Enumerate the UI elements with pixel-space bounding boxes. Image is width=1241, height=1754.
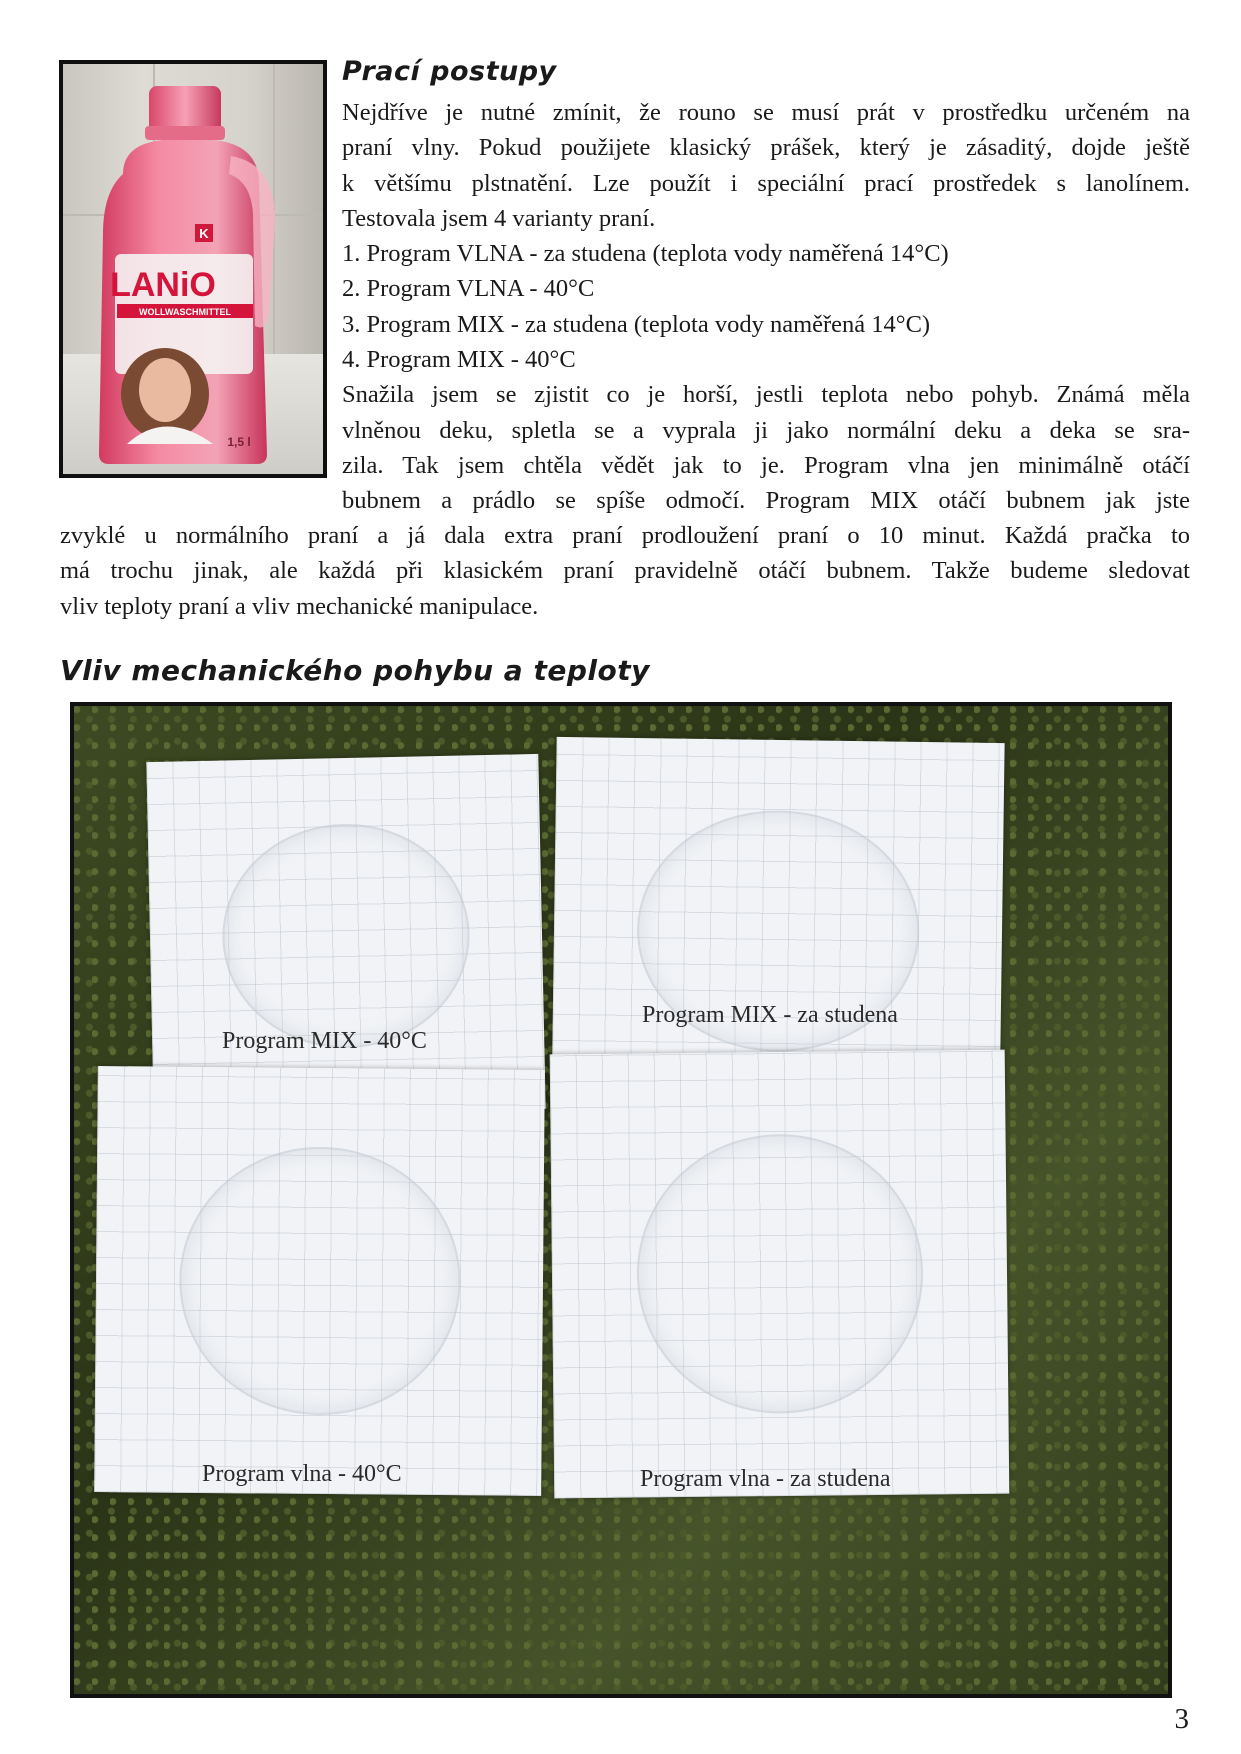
list-item: 3. Program MIX - za studena (teplota vody naměřená 14°C)	[342, 310, 931, 338]
quilt-sample-wool-40	[94, 1066, 545, 1496]
bottle-subtitle-text: WOLLWASCHMITTEL	[139, 307, 231, 317]
detergent-bottle-photo	[59, 60, 327, 478]
list-item: 4. Program MIX - 40°C	[342, 346, 576, 374]
text-line: k většímu plstnatění. Lze použít i speciální prací prostředek s lanolínem.	[342, 169, 1190, 197]
text-line: má trochu jinak, ale každá při klasickém praní pravidelně otáčí bubnem. Takže budeme sledovat	[60, 557, 1190, 585]
text-line: zvyklé u normálního praní a já dala extra praní prodloužení praní o 10 minut. Každá pračka to	[60, 522, 1190, 549]
text-line: bubnem a prádlo se spíše odmočí. Program MIX otáčí bubnem jak jste	[342, 487, 1190, 515]
intro-paragraph	[342, 95, 1190, 519]
intro-paragraph-continued	[60, 518, 1190, 624]
quilt-sample-wool-cold	[550, 1050, 1010, 1499]
caption-wool-40: Program vlna - 40°C	[202, 1461, 402, 1487]
text-line: praní vlny. Pokud použijete klasický prášek, který je zásaditý, dojde ještě	[342, 134, 1190, 162]
list-item: 1. Program VLNA - za studena (teplota vody naměřená 14°C)	[342, 240, 949, 268]
text-line: Snažila jsem se zjistit co je horší, jestli teplota nebo pohyb. Známá měla	[342, 381, 1190, 409]
text-line: Testovala jsem 4 varianty praní.	[342, 204, 656, 232]
caption-mix-40: Program MIX - 40°C	[222, 1028, 427, 1054]
quilt-sample-mix-40	[146, 754, 545, 1117]
text-line: Nejdříve je nutné zmínit, že rouno se musí prát v prostředku určeném na	[342, 99, 1190, 126]
list-item: 2. Program VLNA - 40°C	[342, 275, 595, 303]
text-line: vliv teploty praní a vliv mechanické manipulace.	[60, 592, 539, 620]
quilt-samples-photo	[70, 702, 1172, 1698]
bottle-brand-text: LANiO	[110, 266, 216, 304]
svg-text:K: K	[199, 226, 209, 241]
caption-mix-cold: Program MIX - za studena	[642, 1002, 898, 1028]
bottle-illustration	[63, 64, 323, 474]
caption-wool-cold: Program vlna - za studena	[640, 1466, 891, 1492]
text-line: zila. Tak jsem chtěla vědět jak to je. Program vlna jen minimálně otáčí	[342, 451, 1190, 479]
text-line: vlněnou deku, spletla se a vyprala ji jako normální deku a deka se sra-	[342, 416, 1190, 444]
section-heading-washing-procedures: Prací postupy	[342, 56, 557, 87]
page-number: 3	[1174, 1703, 1189, 1735]
section-heading-mechanical-effect: Vliv mechanického pohybu a teploty	[60, 654, 650, 687]
bottle-volume-text: 1,5 l	[227, 435, 251, 449]
